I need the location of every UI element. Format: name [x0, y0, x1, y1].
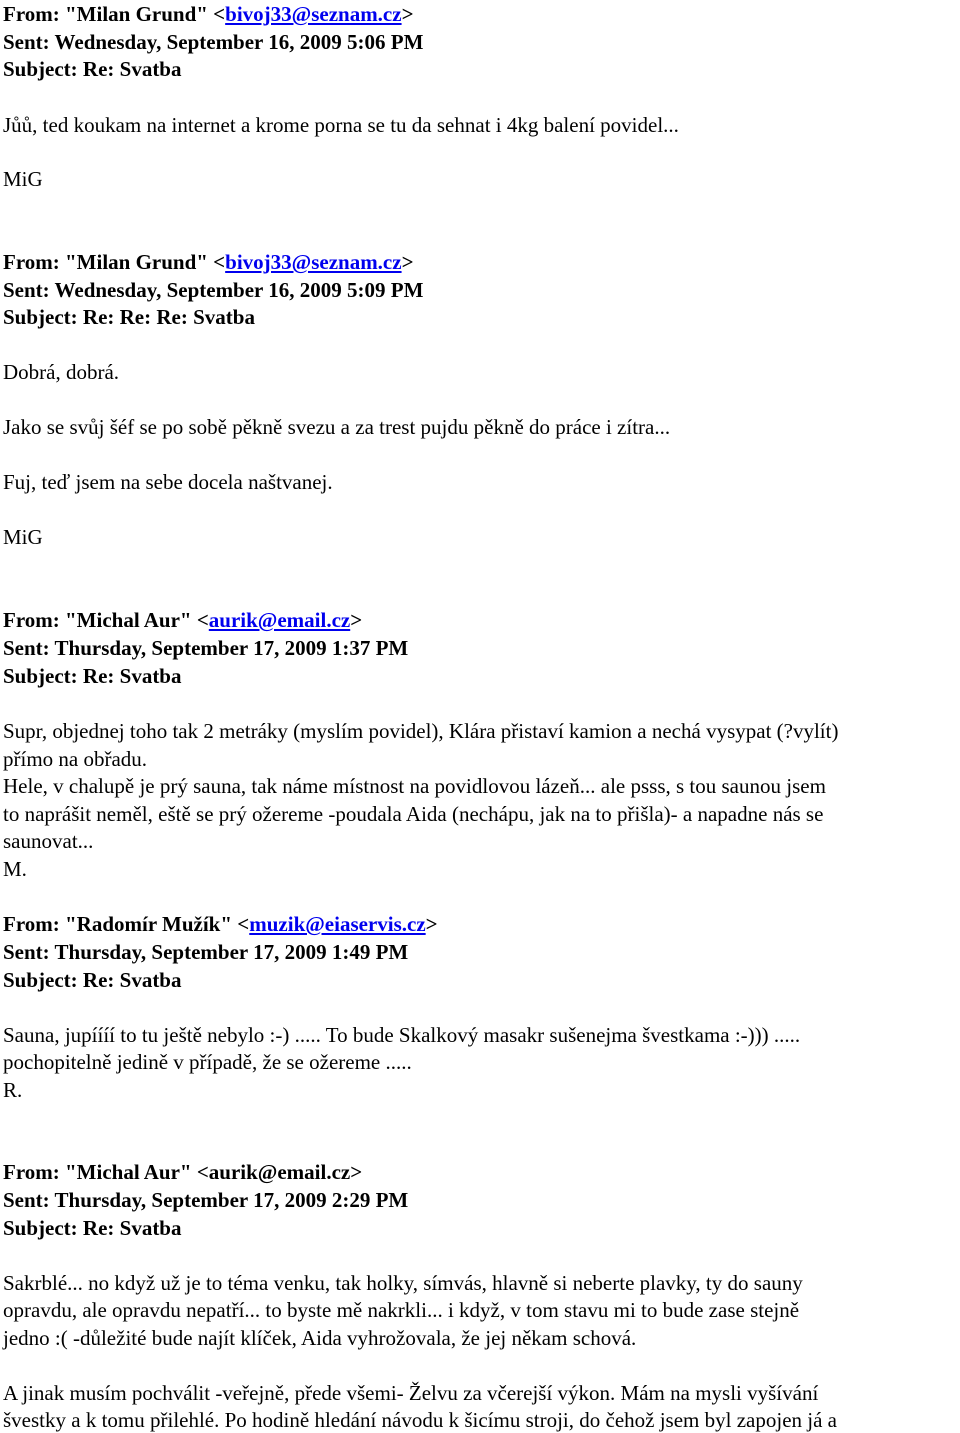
email-sent-header: Sent: Thursday, September 17, 2009 1:37 PM	[3, 636, 409, 660]
email-body-line: opravdu, ale opravdu nepatří... to byste mě nakrkli... i když, v tom stavu mi to bude zase stejně	[3, 1298, 800, 1322]
email-subject-header: Subject: Re: Svatba	[3, 57, 182, 81]
email-body-line: Fuj, teď jsem na sebe docela naštvanej.	[3, 470, 333, 494]
email-body-line: A jinak musím pochválit -veřejně, přede všemi- Želvu za včerejší výkon. Mám na mysli vyšívání	[3, 1381, 819, 1405]
email-body-line: přímo na obřadu.	[3, 747, 148, 771]
email-body-line: pochopitelně jedině v případě, že se ožereme .....	[3, 1050, 412, 1074]
email-from-header: From: "Radomír Mužík" <muzik@eiaservis.cz>	[3, 912, 438, 936]
email-subject-header: Subject: Re: Svatba	[3, 1216, 182, 1240]
email-signature: MiG	[3, 525, 43, 549]
email-from-header: From: "Milan Grund" <bivoj33@seznam.cz>	[3, 250, 414, 274]
email-body-line: Hele, v chalupě je prý sauna, tak náme místnost na povidlovou lázeň... ale psss, s tou saunou jsem	[3, 774, 826, 798]
sender-email-link[interactable]: bivoj33@seznam.cz	[225, 2, 402, 26]
email-sent-header: Sent: Thursday, September 17, 2009 2:29 PM	[3, 1188, 409, 1212]
email-signature: M.	[3, 857, 27, 881]
email-body-line: Sakrblé... no když už je to téma venku, tak holky, símvás, hlavně si neberte plavky, ty do sauny	[3, 1271, 803, 1295]
email-sent-header: Sent: Thursday, September 17, 2009 1:49 PM	[3, 940, 409, 964]
email-from-header: From: "Michal Aur" <aurik@email.cz>	[3, 608, 363, 632]
email-body-line: saunovat...	[3, 829, 94, 853]
email-signature: MiG	[3, 167, 43, 191]
email-body-line: Sauna, jupíííí to tu ještě nebylo :-) ..... To bude Skalkový masakr sušenejma švestkama :-))) .....	[3, 1023, 801, 1047]
email-body-line: to naprášit neměl, eště se prý ožereme -poudala Aida (nechápu, jak na to přišla)- a napadne nás se	[3, 802, 824, 826]
email-body-line: Jako se svůj šéf se po sobě pěkně svezu a za trest pujdu pěkně do práce i zítra...	[3, 415, 671, 439]
email-subject-header: Subject: Re: Svatba	[3, 968, 182, 992]
email-body-line: Supr, objednej toho tak 2 metráky (myslím povidel), Klára přistaví kamion a nechá vysypat (?vylít)	[3, 719, 839, 743]
email-body-line: Jůů, ted koukam na internet a krome porna se tu da sehnat i 4kg balení povidel...	[3, 113, 679, 137]
email-sent-header: Sent: Wednesday, September 16, 2009 5:06 PM	[3, 30, 424, 54]
email-body-line: švestky a k tomu přilehlé. Po hodině hledání návodu k šicímu stroji, do čehož jsem byl zapojen já a	[3, 1408, 837, 1432]
email-subject-header: Subject: Re: Re: Re: Svatba	[3, 305, 255, 329]
email-from-header: From: "Michal Aur" <aurik@email.cz>	[3, 1160, 363, 1184]
email-signature: R.	[3, 1078, 23, 1102]
sender-email-link[interactable]: aurik@email.cz	[208, 608, 351, 632]
email-body-line: jedno :( -důležité bude najít klíček, Aida vyhrožovala, že jej někam schová.	[3, 1326, 637, 1350]
email-body-line: Dobrá, dobrá.	[3, 360, 120, 384]
email-sent-header: Sent: Wednesday, September 16, 2009 5:09 PM	[3, 278, 424, 302]
email-subject-header: Subject: Re: Svatba	[3, 664, 182, 688]
sender-email-link[interactable]: muzik@eiaservis.cz	[249, 912, 426, 936]
email-from-header: From: "Milan Grund" <bivoj33@seznam.cz>	[3, 2, 414, 26]
sender-email-link[interactable]: bivoj33@seznam.cz	[225, 250, 402, 274]
